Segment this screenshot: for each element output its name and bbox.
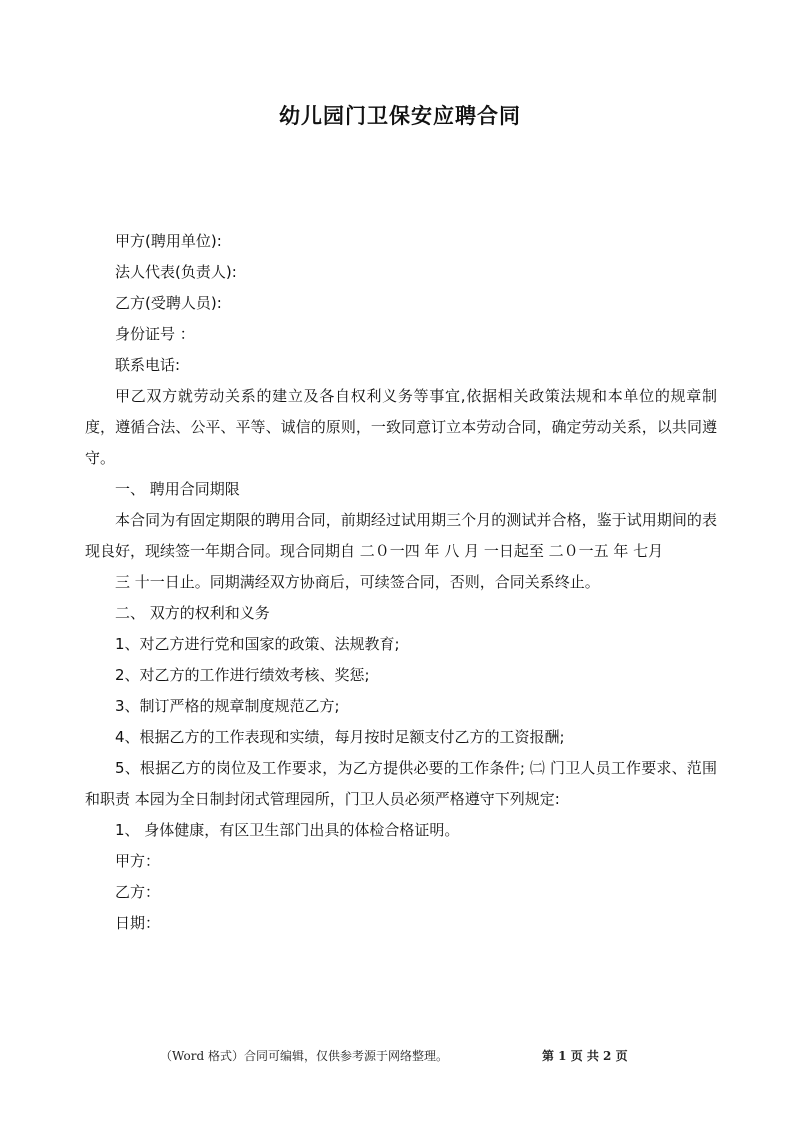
health-requirement: 1、 身体健康，有区卫生部门出具的体检合格证明。 bbox=[115, 821, 460, 839]
list-item: 3、制订严格的规章制度规范乙方; bbox=[115, 697, 340, 715]
intro-paragraph: 甲乙双方就劳动关系的建立及各自权利义务等事宜,依据相关政策法规和本单位的规章制度，遵循合法、公平、平等、诚信的原则，一致同意订立本劳动合同，确定劳动关系，以共同遵守。 bbox=[85, 387, 717, 467]
footer-note: （Word 格式）合同可编辑，仅供参考源于网络整理。 bbox=[160, 1049, 448, 1063]
document-body bbox=[85, 226, 717, 939]
field-phone: 联系电话: bbox=[115, 356, 181, 374]
list-item: 4、根据乙方的工作表现和实绩，每月按时足额支付乙方的工资报酬; bbox=[115, 728, 565, 746]
field-party-b: 乙方(受聘人员): bbox=[115, 294, 222, 312]
document-title: 幼儿园门卫保安应聘合同 bbox=[279, 104, 521, 128]
section1-paragraph-continued: 三 十一日止。同期满经双方协商后，可续签合同，否则，合同关系终止。 bbox=[115, 573, 600, 591]
section1-heading: 一、 聘用合同期限 bbox=[115, 480, 240, 498]
field-party-a: 甲方(聘用单位): bbox=[115, 232, 222, 250]
list-item: 1、对乙方进行党和国家的政策、法规教育; bbox=[115, 635, 400, 653]
signature-party-a: 甲方： bbox=[115, 852, 161, 870]
signature-party-b: 乙方： bbox=[115, 883, 161, 901]
field-id-number: 身份证号 ： bbox=[115, 325, 195, 343]
list-item-5: 5、根据乙方的岗位及工作要求，为乙方提供必要的工作条件; ㈡ 门卫人员工作要求、范围和职责 本园为全日制封闭式管理园所，门卫人员必须严格遵守下列规定: bbox=[85, 759, 717, 808]
section1-paragraph: 本合同为有固定期限的聘用合同，前期经过试用期三个月的测试并合格，鉴于试用期间的表现良好，现续签一年期合同。现合同期自 二０一四 年 八 月 一日起至 二０一五 年 七月 bbox=[85, 511, 717, 560]
page-number: 第 1 页 共 2 页 bbox=[542, 1049, 628, 1063]
list-item: 2、对乙方的工作进行绩效考核、奖惩; bbox=[115, 666, 370, 684]
section2-heading: 二、 双方的权利和义务 bbox=[115, 604, 270, 622]
field-legal-rep: 法人代表(负责人): bbox=[115, 263, 237, 281]
signature-date: 日期： bbox=[115, 914, 161, 932]
